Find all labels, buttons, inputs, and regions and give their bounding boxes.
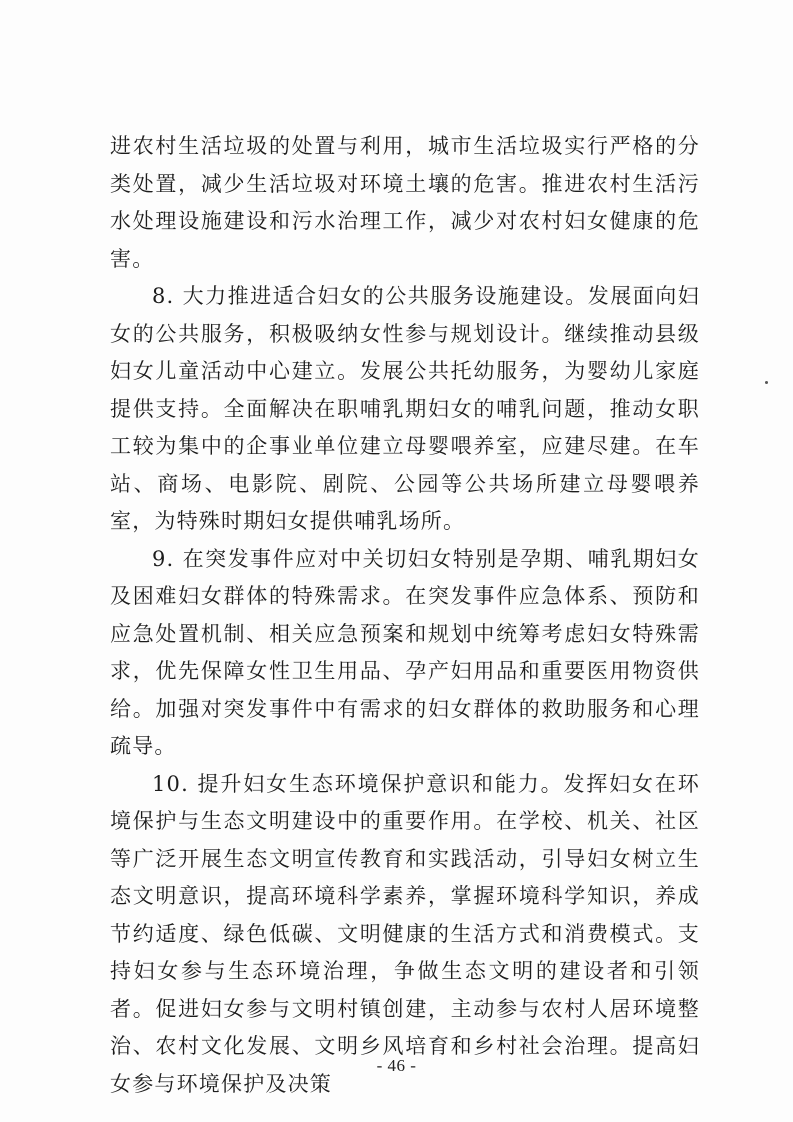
paragraph-continuation: 进农村生活垃圾的处置与利用，城市生活垃圾实行严格的分类处置，减少生活垃圾对环境土壤的危害。推进农村生活污水处理设施建设和污水治理工作，减少对农村妇女健康的危害。	[110, 134, 700, 271]
paragraph-item-10: 10. 提升妇女生态环境保护意识和能力。发挥妇女在环境保护与生态文明建设中的重要作用。在学校、机关、社区等广泛开展生态文明宣传教育和实践活动，引导妇女树立生态文明意识，提高环境科学素养，掌握环境科学知识，养成节约适度、绿色低碳、文明健康的生活方式和消费模式。支持妇女参与生态环境治理，争做生态文明的建设者和引领者。促进妇女参与文明村镇创建，主动参与农村人居环境整治、农村文化发展、文明乡风培育和乡村社会治理。提高妇女参与环境保护及决策	[110, 771, 700, 1096]
paragraph-item-8: 8. 大力推进适合妇女的公共服务设施建设。发展面向妇女的公共服务，积极吸纳女性参与规划设计。继续推动县级妇女儿童活动中心建立。发展公共托幼服务，为婴幼儿家庭提供支持。全面解决在职哺乳期妇女的哺乳问题，推动女职工较为集中的企事业单位建立母婴喂养室，应建尽建。在车站、商场、电影院、剧院、公园等公共场所建立母婴喂养室，为特殊时期妇女提供哺乳场所。	[110, 284, 700, 533]
document-body	[110, 128, 700, 1103]
scan-speck	[765, 381, 768, 384]
page-number: - 46 -	[376, 1056, 417, 1075]
paragraph-item-9: 9. 在突发事件应对中关切妇女特别是孕期、哺乳期妇女及困难妇女群体的特殊需求。在突发事件应急体系、预防和应急处置机制、相关应急预案和规划中统筹考虑妇女特殊需求，优先保障女性卫生用品、孕产妇用品和重要医用物资供给。加强对突发事件中有需求的妇女群体的救助服务和心理疏导。	[110, 546, 700, 758]
